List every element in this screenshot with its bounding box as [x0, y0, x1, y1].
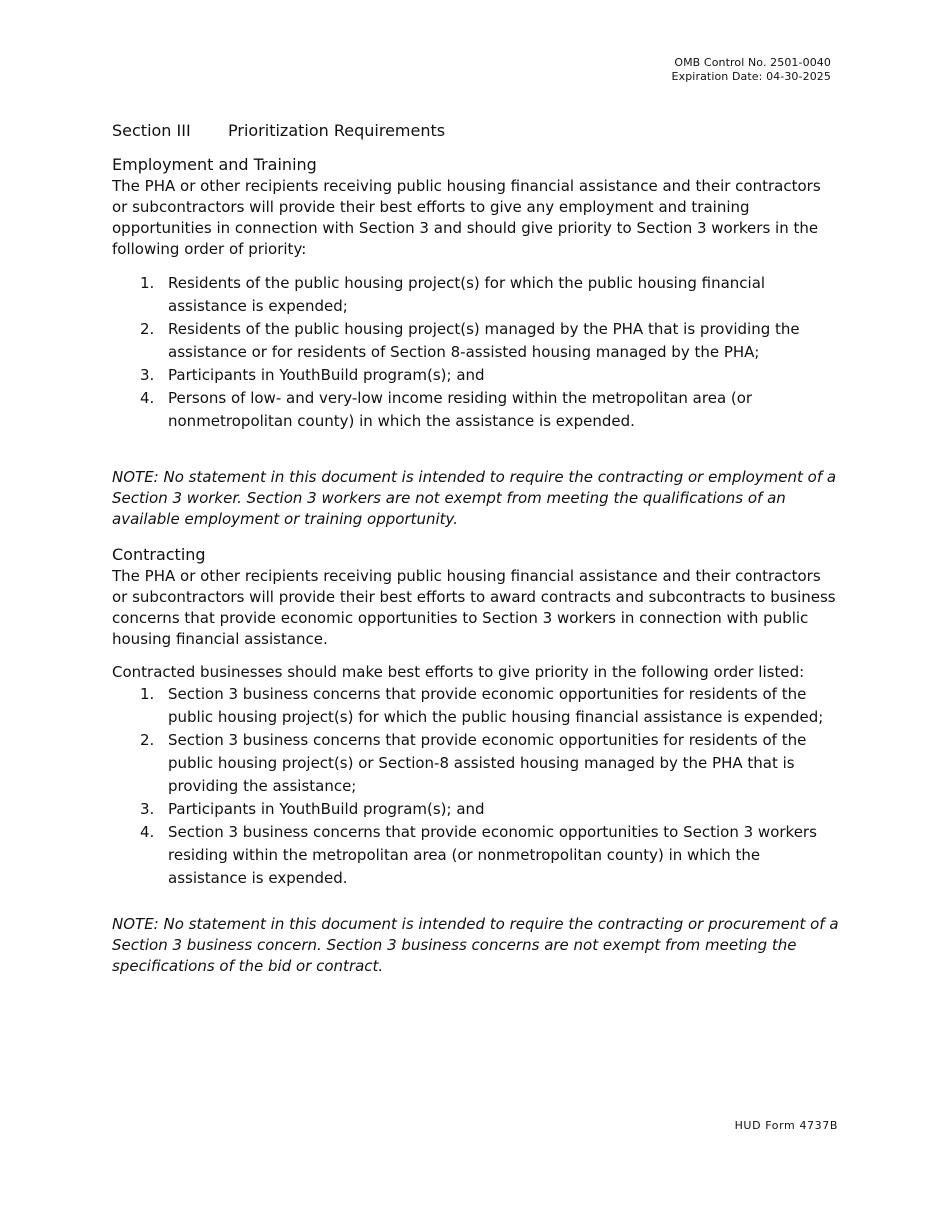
list-item-text: Participants in YouthBuild program(s); and [168, 800, 485, 818]
list-item-text: Section 3 business concerns that provide economic opportunities for residents of the public housing project(s) for which the public housing financial assistance is expended; [168, 685, 824, 726]
form-identifier: HUD Form 4737B [734, 1119, 838, 1132]
employment-priority-list [112, 272, 840, 433]
omb-control-number: OMB Control No. 2501-0040 [674, 56, 831, 69]
list-item-number: 4. [140, 389, 155, 407]
list-item-text: Section 3 business concerns that provide economic opportunities for residents of the public housing project(s) or Section-8 assisted housing managed by the PHA that is providing the assistance; [168, 731, 807, 795]
list-item [112, 798, 840, 821]
list-item-text: Participants in YouthBuild program(s); and [168, 366, 485, 384]
list-item [112, 318, 840, 364]
contracting-priority-intro: Contracted businesses should make best efforts to give priority in the following order listed: [112, 663, 805, 681]
list-item [112, 683, 840, 729]
list-item-number: 3. [140, 800, 155, 818]
list-item-text: Residents of the public housing project(s) for which the public housing financial assistance is expended; [168, 274, 766, 315]
contracting-priority-list [112, 683, 840, 890]
contracting-heading: Contracting [112, 545, 206, 564]
list-item [112, 387, 840, 433]
omb-control-block [672, 56, 831, 84]
list-item [112, 272, 840, 318]
list-item-number: 3. [140, 366, 155, 384]
section-heading: Prioritization Requirements [228, 121, 446, 140]
list-item-text: Persons of low- and very-low income residing within the metropolitan area (or nonmetropolitan county) in which the assistance is expended. [168, 389, 753, 430]
list-item [112, 729, 840, 798]
expiration-date: Expiration Date: 04-30-2025 [671, 70, 831, 83]
list-item [112, 821, 840, 890]
list-item-number: 2. [140, 731, 155, 749]
employment-heading: Employment and Training [112, 155, 317, 174]
list-item [112, 364, 840, 387]
list-item-number: 1. [140, 274, 155, 292]
employment-intro: The PHA or other recipients receiving public housing financial assistance and their contractors or subcontractors will provide their best efforts to give any employment and training opportunities in connection with Section 3 and should give priority to Section 3 workers in the following order of priority: [112, 177, 821, 258]
list-item-number: 2. [140, 320, 155, 338]
contracting-intro: The PHA or other recipients receiving public housing financial assistance and their contractors or subcontractors will provide their best efforts to award contracts and subcontracts to business concerns that provide economic opportunities to Section 3 workers in connection with public housing financial assistance. [112, 567, 836, 648]
list-item-number: 1. [140, 685, 155, 703]
list-item-text: Residents of the public housing project(s) managed by the PHA that is providing the assistance or for residents of Section 8-assisted housing managed by the PHA; [168, 320, 800, 361]
contracting-note: NOTE: No statement in this document is intended to require the contracting or procurement of a Section 3 business concern. Section 3 business concerns are not exempt from meeting the specifications of the bid or contract. [112, 915, 839, 975]
document-content [112, 120, 840, 977]
section-title [112, 120, 840, 142]
section-number: Section III [112, 121, 191, 140]
list-item-number: 4. [140, 823, 155, 841]
list-item-text: Section 3 business concerns that provide economic opportunities to Section 3 workers residing within the metropolitan area (or nonmetropolitan county) in which the assistance is expended. [168, 823, 817, 887]
employment-note: NOTE: No statement in this document is intended to require the contracting or employment of a Section 3 worker. Section 3 workers are not exempt from meeting the qualifications of an available employment or training opportunity. [112, 468, 837, 528]
